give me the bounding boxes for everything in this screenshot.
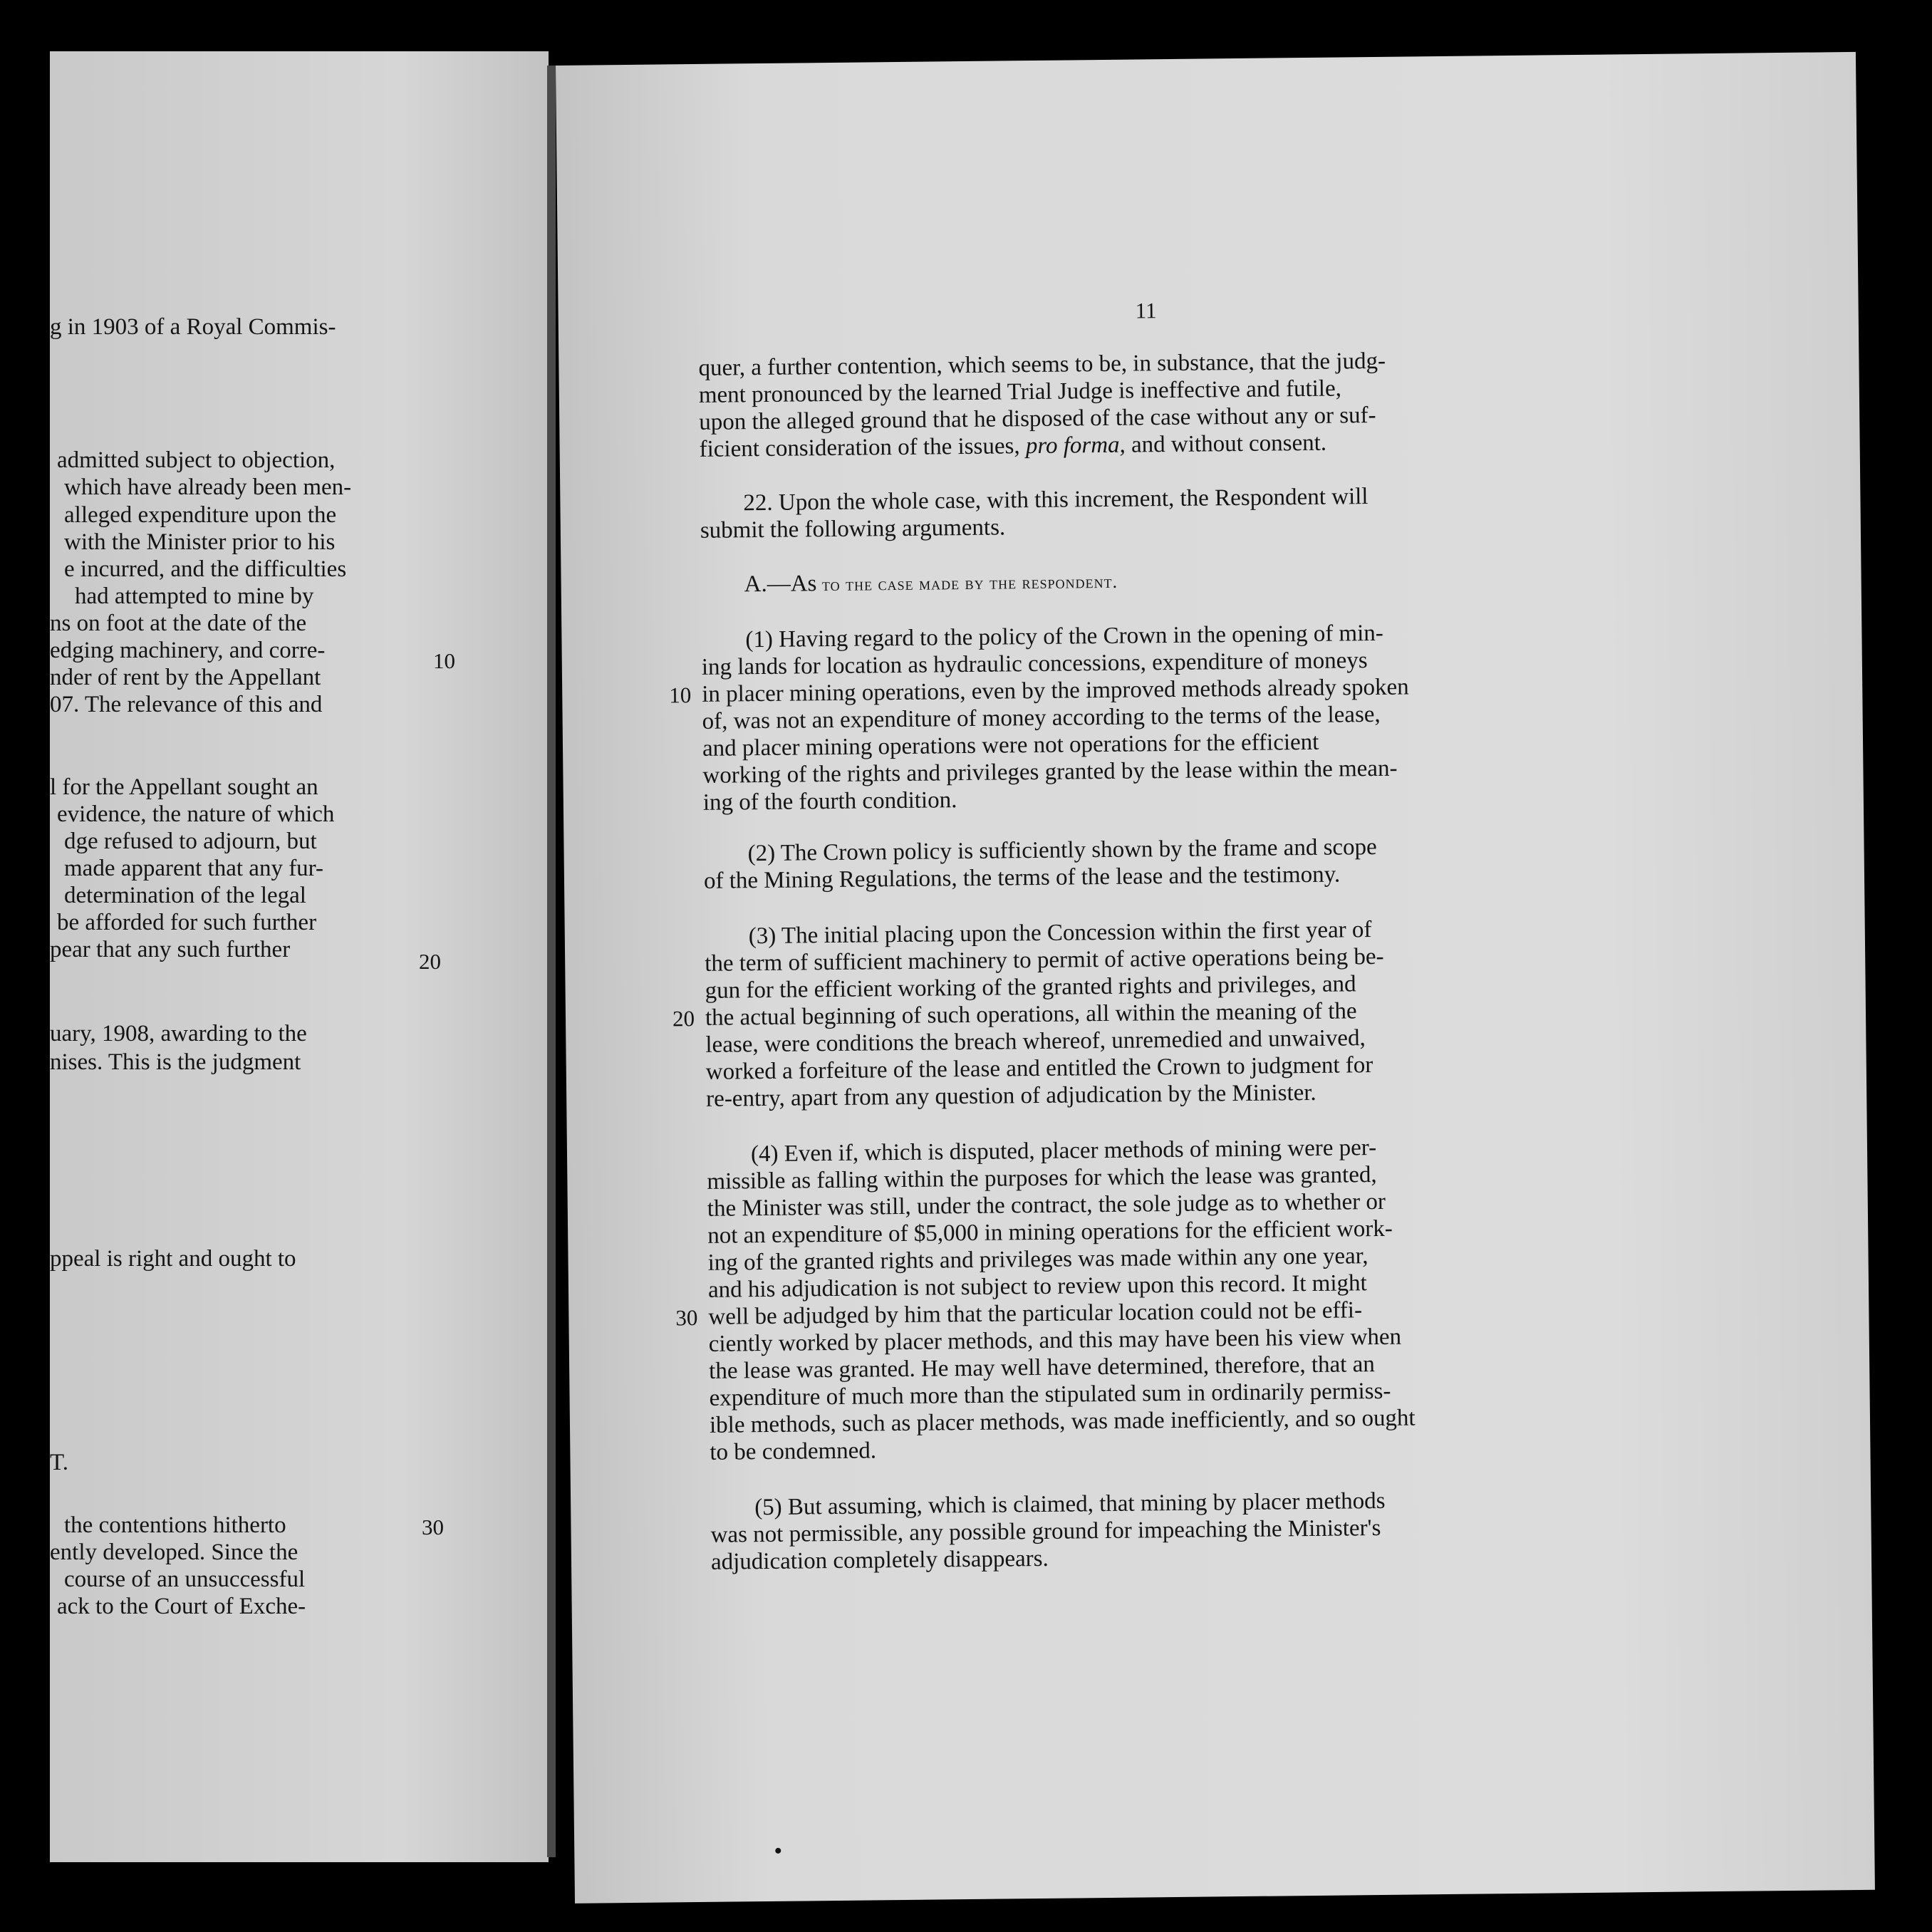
text-line: submit the following arguments. bbox=[700, 514, 1006, 544]
text-line: re-entry, apart from any question of adjudication by the Minister. bbox=[706, 1079, 1316, 1112]
left-line: made apparent that any fur- bbox=[64, 856, 323, 881]
italic-term: pro forma, bbox=[1025, 432, 1126, 459]
text-line: upon the alleged ground that he disposed of the case without any or suf- bbox=[699, 402, 1376, 435]
right-page bbox=[556, 52, 1875, 1904]
left-line: with the Minister prior to his bbox=[64, 529, 336, 555]
left-line: the contentions hitherto bbox=[64, 1512, 286, 1538]
text-line: of the Mining Regulations, the terms of the lease and the testimony. bbox=[703, 861, 1341, 894]
left-line: g in 1903 of a Royal Commis- bbox=[50, 314, 336, 340]
text-line: gun for the efficient working of the granted rights and privileges, and bbox=[705, 971, 1356, 1004]
text-line: worked a forfeiture of the lease and entitled the Crown to judgment for bbox=[705, 1052, 1373, 1085]
text-line: ing of the fourth condition. bbox=[702, 787, 957, 816]
margin-line-number: 20 bbox=[419, 949, 441, 974]
text-line: ing of the granted rights and privileges was made within any one year, bbox=[707, 1243, 1368, 1276]
text-line: well be adjudged by him that the particular location could not be effi- bbox=[708, 1297, 1363, 1330]
text-line: was not permissible, any possible ground for impeaching the Minister's bbox=[710, 1515, 1381, 1548]
text-line: (3) The initial placing upon the Concession within the first year of bbox=[748, 917, 1372, 950]
text-line: of, was not an expenditure of money according to the terms of the lease, bbox=[702, 701, 1381, 734]
text-line: expenditure of much more than the stipulated sum in ordinarily permiss- bbox=[709, 1378, 1391, 1411]
text-line: (5) But assuming, which is claimed, that mining by placer methods bbox=[754, 1487, 1386, 1521]
left-line: alleged expenditure upon the bbox=[64, 502, 337, 528]
text-line: ible methods, such as placer methods, was made inefficiently, and so ought bbox=[709, 1405, 1416, 1438]
text-line: 22. Upon the whole case, with this increment, the Respondent will bbox=[743, 484, 1368, 516]
left-line: dge refused to adjourn, but bbox=[64, 829, 317, 854]
left-line: e incurred, and the difficulties bbox=[64, 556, 347, 582]
margin-line-number: 10 bbox=[669, 682, 692, 708]
text-line: in placer mining operations, even by the improved methods already spoken bbox=[702, 674, 1409, 707]
margin-line-number: 30 bbox=[422, 1515, 444, 1539]
left-line: which have already been men- bbox=[64, 474, 352, 500]
left-line: T. bbox=[50, 1450, 68, 1475]
heading-prefix: A.—As bbox=[744, 571, 817, 598]
text-line: not an expenditure of $5,000 in mining operations for the efficient work- bbox=[707, 1215, 1393, 1249]
text-line: the Minister was still, under the contract, the sole judge as to whether or bbox=[707, 1188, 1386, 1222]
text-line: (1) Having regard to the policy of the Crown in the opening of min- bbox=[745, 620, 1383, 653]
left-line: course of an unsuccessful bbox=[64, 1567, 306, 1592]
text-line: missible as falling within the purposes for which the lease was granted, bbox=[707, 1162, 1377, 1195]
text-line: the term of sufficient machinery to permit of active operations being be- bbox=[705, 943, 1384, 977]
text-segment: ficient consideration of the issues, bbox=[699, 433, 1027, 462]
left-line: evidence, the nature of which bbox=[57, 801, 335, 827]
left-line: pear that any such further bbox=[50, 937, 291, 962]
page-number: 11 bbox=[1135, 298, 1157, 323]
left-line: nises. This is the judgment bbox=[50, 1049, 301, 1075]
text-line: (2) The Crown policy is sufficiently shown by the frame and scope bbox=[747, 833, 1377, 867]
text-line: and placer mining operations were not operations for the efficient bbox=[702, 729, 1319, 762]
text-line: adjudication completely disappears. bbox=[710, 1545, 1049, 1575]
left-line: uary, 1908, awarding to the bbox=[50, 1021, 307, 1046]
left-line: ns on foot at the date of the bbox=[50, 611, 307, 636]
heading-text: to the case made by the respondent. bbox=[816, 571, 1118, 596]
text-line: the actual beginning of such operations, all within the meaning of the bbox=[705, 998, 1357, 1031]
left-line: l for the Appellant sought an bbox=[50, 774, 318, 800]
left-line: 07. The relevance of this and bbox=[50, 692, 323, 717]
left-line: admitted subject to objection, bbox=[57, 447, 336, 473]
book-gutter bbox=[547, 66, 556, 1857]
text-line: quer, a further contention, which seems to be, in substance, that the judg- bbox=[698, 348, 1386, 381]
margin-line-number: 30 bbox=[675, 1305, 698, 1331]
text-line: (4) Even if, which is disputed, placer methods of mining were per- bbox=[750, 1135, 1377, 1168]
left-line: ppeal is right and ought to bbox=[50, 1246, 296, 1272]
text-line: ing lands for location as hydraulic concessions, expenditure of moneys bbox=[701, 648, 1368, 680]
text-line: and his adjudication is not subject to review upon this record. It might bbox=[707, 1270, 1367, 1303]
left-line: ently developed. Since the bbox=[50, 1539, 298, 1565]
text-line: ment pronounced by the learned Trial Judge is ineffective and futile, bbox=[698, 375, 1342, 408]
text-line: ciently worked by placer methods, and this may have been his view when bbox=[708, 1324, 1402, 1357]
left-line: determination of the legal bbox=[64, 883, 306, 908]
left-line: ack to the Court of Exche- bbox=[57, 1594, 306, 1619]
text-line: working of the rights and privileges granted by the lease within the mean- bbox=[702, 755, 1398, 789]
margin-line-number: 10 bbox=[433, 648, 455, 673]
left-page bbox=[50, 51, 549, 1862]
margin-line-number: 20 bbox=[672, 1006, 695, 1032]
text-line: the lease was granted. He may well have determined, therefore, that an bbox=[709, 1351, 1375, 1384]
dust-speck bbox=[775, 1848, 781, 1854]
left-line: had attempted to mine by bbox=[75, 583, 314, 609]
text-line bbox=[699, 430, 1326, 463]
left-line: be afforded for such further bbox=[57, 910, 317, 935]
left-line: nder of rent by the Appellant bbox=[50, 665, 321, 690]
left-line: edging machinery, and corre- bbox=[50, 638, 326, 663]
text-segment: and without consent. bbox=[1125, 430, 1327, 458]
text-line: lease, were conditions the breach whereof, unremedied and unwaived, bbox=[705, 1025, 1366, 1058]
text-line: to be condemned. bbox=[710, 1438, 877, 1465]
section-heading bbox=[744, 567, 1118, 599]
